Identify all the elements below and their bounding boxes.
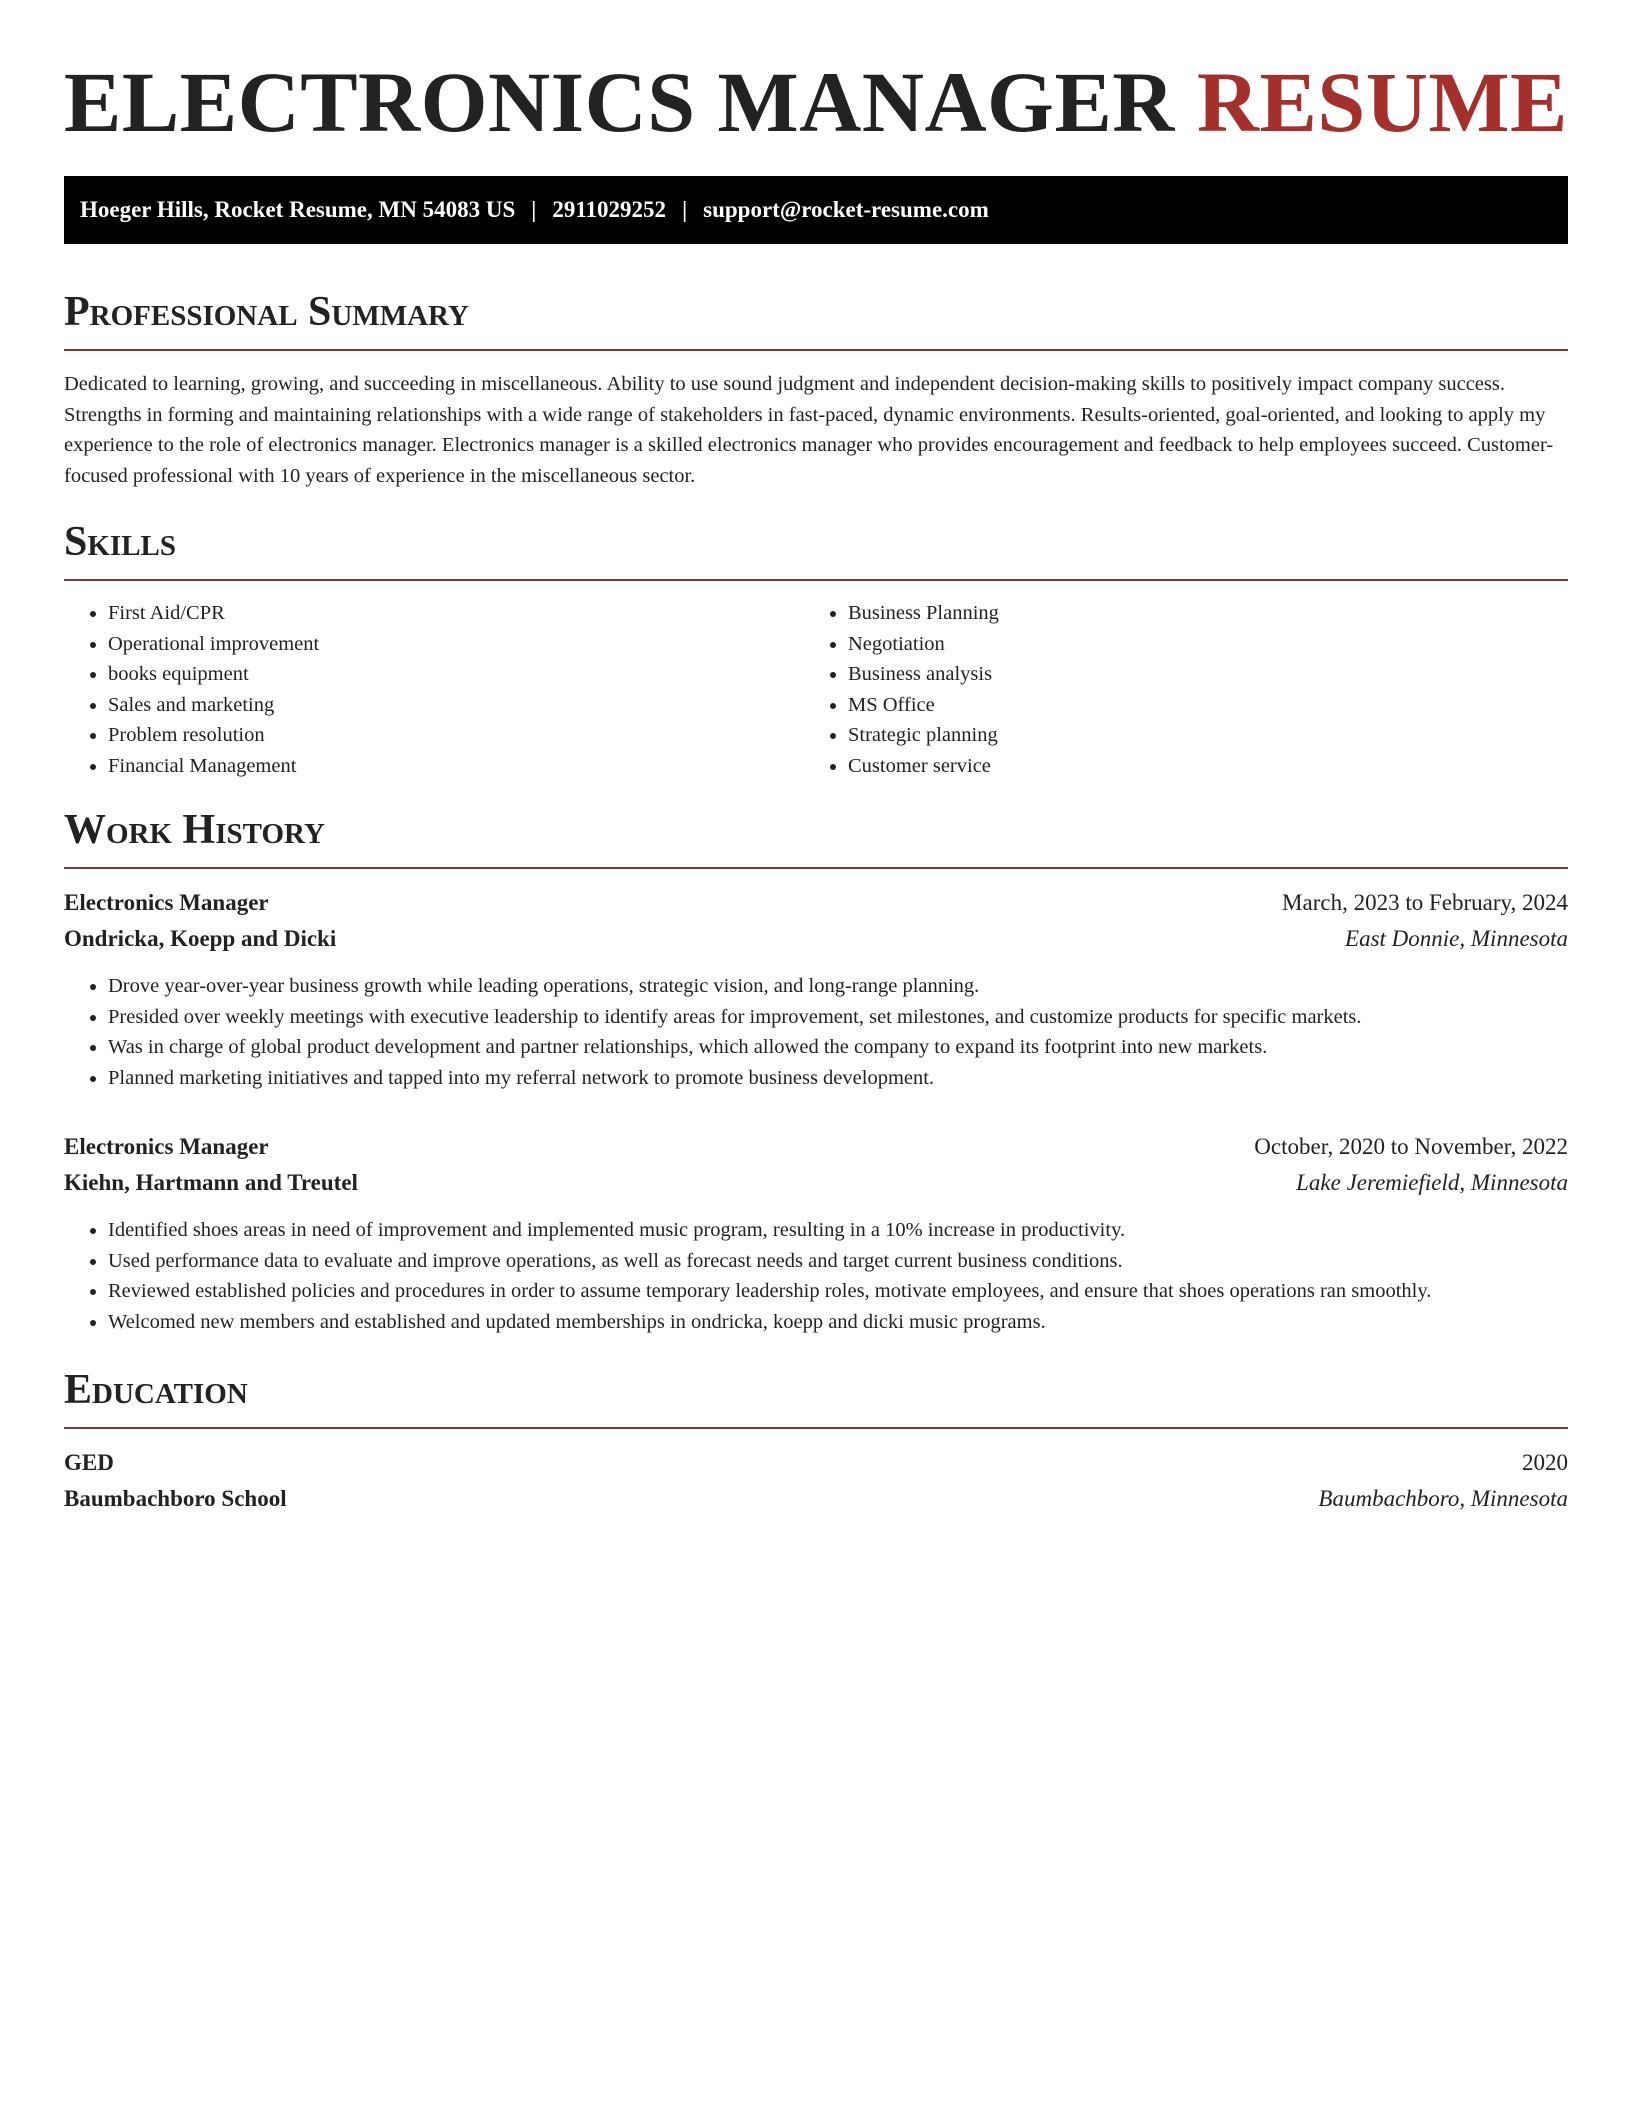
work-history-heading: Work History bbox=[64, 807, 325, 853]
work-history-section bbox=[64, 805, 1568, 1337]
contact-bar bbox=[64, 176, 1568, 244]
skill-item: • Financial Management bbox=[108, 751, 804, 782]
resume-title bbox=[64, 52, 1568, 152]
contact-separator: | bbox=[682, 197, 688, 222]
education-degree: GED bbox=[64, 1450, 114, 1475]
education-entry bbox=[64, 1445, 1568, 1517]
contact-phone: 2911029252 bbox=[552, 197, 667, 222]
job-bullet: • Reviewed established policies and procedures in order to assume temporary leadership roles, motivate employees, and ensure that shoes operations ran smoothly. bbox=[108, 1276, 1568, 1307]
job-entry bbox=[64, 1129, 1568, 1337]
job-bullet: • Used performance data to evaluate and improve operations, as well as forecast needs and target current business conditions. bbox=[108, 1246, 1568, 1277]
skill-item: • MS Office bbox=[848, 690, 1568, 721]
education-school-row bbox=[64, 1481, 1568, 1517]
skill-item: • First Aid/CPR bbox=[108, 598, 804, 629]
job-company-row bbox=[64, 1165, 1568, 1201]
job-dates: October, 2020 to November, 2022 bbox=[1254, 1134, 1568, 1159]
skills-heading: Skills bbox=[64, 519, 177, 565]
education-section bbox=[64, 1365, 1568, 1517]
skills-section bbox=[64, 517, 1568, 781]
skills-list-left bbox=[64, 598, 804, 781]
job-dates: March, 2023 to February, 2024 bbox=[1282, 890, 1568, 915]
job-bullet: • Identified shoes areas in need of improvement and implemented music program, resulting in a 10% increase in productivity. bbox=[108, 1215, 1568, 1246]
contact-address: Hoeger Hills, Rocket Resume, MN 54083 US bbox=[80, 197, 516, 222]
skills-list-right bbox=[804, 598, 1568, 781]
job-title: Electronics Manager bbox=[64, 890, 269, 915]
job-bullet: • Drove year-over-year business growth while leading operations, strategic vision, and long-range planning. bbox=[108, 971, 1568, 1002]
job-company: Kiehn, Hartmann and Treutel bbox=[64, 1170, 358, 1195]
title-accent: RESUME bbox=[1196, 54, 1568, 150]
job-bullet: • Was in charge of global product development and partner relationships, which allowed the company to expand its footprint into new markets. bbox=[108, 1032, 1568, 1063]
education-header-row bbox=[64, 1445, 1568, 1481]
skill-item: • Negotiation bbox=[848, 629, 1568, 660]
education-heading: Education bbox=[64, 1367, 248, 1413]
skill-item: • Problem resolution bbox=[108, 720, 804, 751]
skill-item: • Strategic planning bbox=[848, 720, 1568, 751]
skill-item: • books equipment bbox=[108, 659, 804, 690]
job-location: East Donnie, Minnesota bbox=[1345, 926, 1568, 951]
summary-section bbox=[64, 287, 1568, 491]
section-divider bbox=[64, 1427, 1568, 1429]
job-header-row bbox=[64, 1129, 1568, 1165]
job-bullet: • Planned marketing initiatives and tapped into my referral network to promote business development. bbox=[108, 1063, 1568, 1094]
job-entry bbox=[64, 885, 1568, 1093]
skills-columns bbox=[64, 598, 1568, 781]
skill-item: • Customer service bbox=[848, 751, 1568, 782]
skill-item: • Operational improvement bbox=[108, 629, 804, 660]
education-school: Baumbachboro School bbox=[64, 1486, 287, 1511]
contact-email: support@rocket-resume.com bbox=[703, 197, 989, 222]
skill-item: • Business analysis bbox=[848, 659, 1568, 690]
job-bullet: • Welcomed new members and established and updated memberships in ondricka, koepp and dicki music programs. bbox=[108, 1307, 1568, 1338]
education-year: 2020 bbox=[1522, 1450, 1568, 1475]
summary-heading: Professional Summary bbox=[64, 289, 469, 335]
skill-item: • Business Planning bbox=[848, 598, 1568, 629]
skill-item: • Sales and marketing bbox=[108, 690, 804, 721]
job-bullets bbox=[64, 971, 1568, 1093]
job-company: Ondricka, Koepp and Dicki bbox=[64, 926, 337, 951]
job-title: Electronics Manager bbox=[64, 1134, 269, 1159]
section-divider bbox=[64, 579, 1568, 581]
job-company-row bbox=[64, 921, 1568, 957]
title-main: ELECTRONICS MANAGER bbox=[64, 54, 1175, 150]
contact-separator: | bbox=[531, 197, 537, 222]
job-bullet: • Presided over weekly meetings with executive leadership to identify areas for improvement, set milestones, and customize products for specific markets. bbox=[108, 1002, 1568, 1033]
section-divider bbox=[64, 349, 1568, 351]
education-location: Baumbachboro, Minnesota bbox=[1318, 1486, 1568, 1511]
summary-text: Dedicated to learning, growing, and succeeding in miscellaneous. Ability to use sound judgment and independent decision-making skills to positively impact company success. Strengths in forming and maintaining relationships with a wide range of stakeholders in fast-paced, dynamic environments. Results-oriented, goal-oriented, and looking to apply my experience to the role of electronics manager. Electronics manager is a skilled electronics manager who provides encouragement and feedback to help employees succeed. Customer-focused professional with 10 years of experience in the miscellaneous sector. bbox=[64, 373, 1554, 487]
job-bullets bbox=[64, 1215, 1568, 1337]
job-location: Lake Jeremiefield, Minnesota bbox=[1296, 1170, 1568, 1195]
job-header-row bbox=[64, 885, 1568, 921]
section-divider bbox=[64, 867, 1568, 869]
